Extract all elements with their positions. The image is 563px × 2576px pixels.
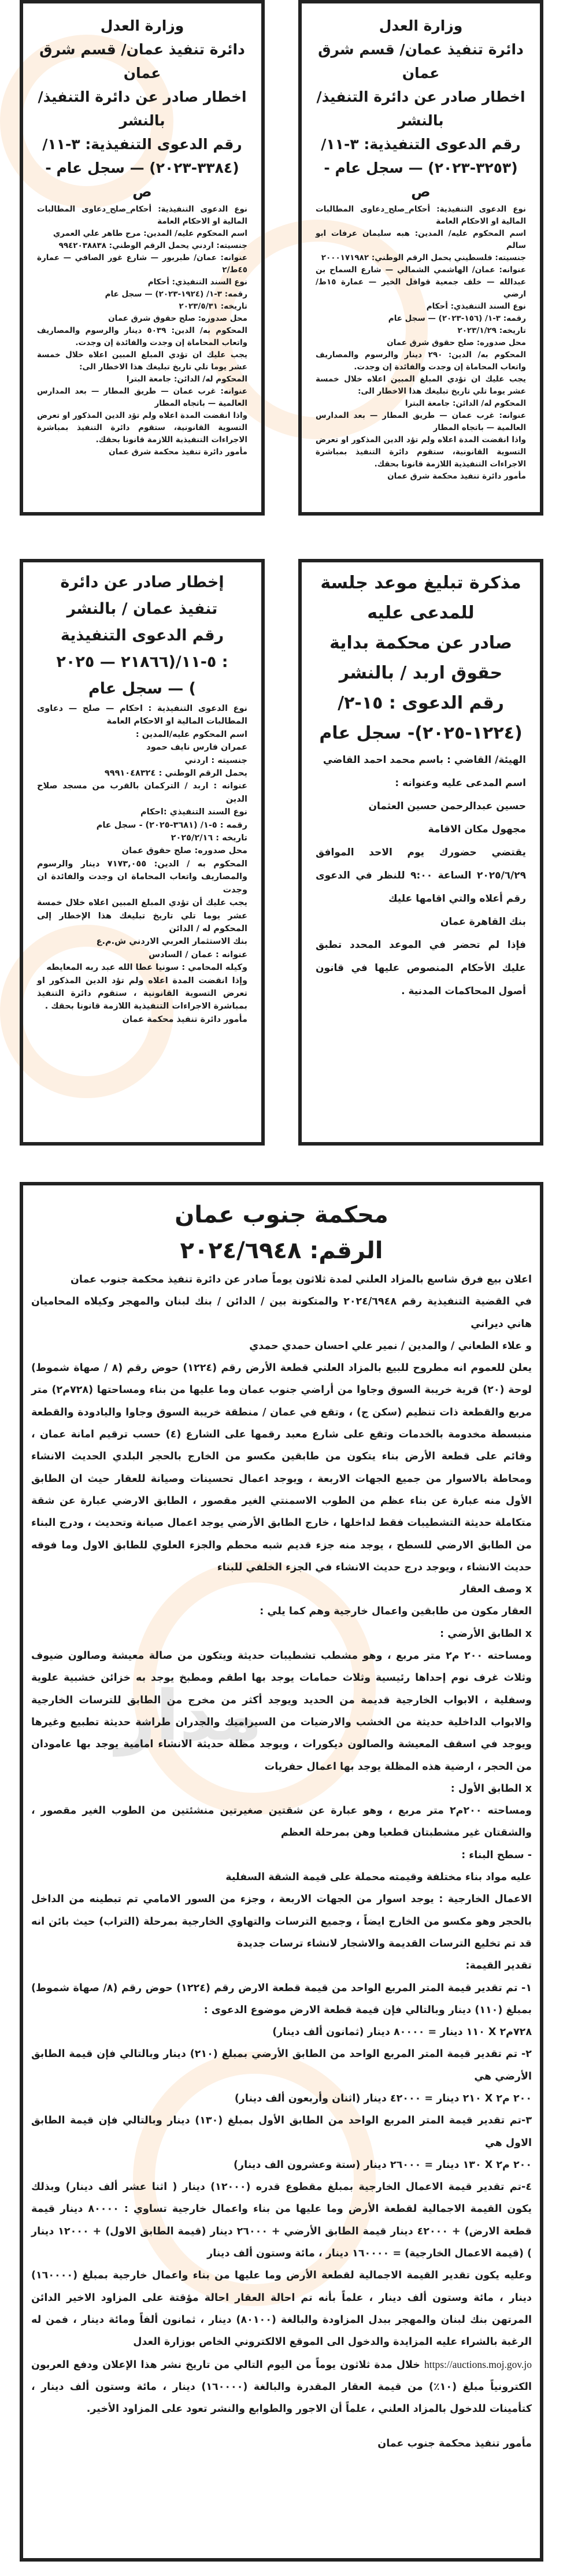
body-line: وإذا انقضت المدة اعلاه ولم تؤد الدين المذكور او تعرض التسوية القانونية ، ستقوم دائرة التنفيذ بمباشرة الاجراءات التنفيذية اللازمة قانونا بحقك . (37, 976, 247, 1011)
auction-body-paragraphs (31, 1269, 532, 2353)
body-line: ٢٠٠ م٢ X ٢١٠ دينار = ٤٢٠٠٠ دينار (اثنان وأربعون ألف دينار) (234, 2092, 532, 2104)
body-line: نوع الدعوى التنفيذية: أحكام_صلح_دعاوى المطالبات المالية او الاحكام العامة (316, 205, 526, 226)
auction-notice-south-amman-court (20, 1182, 543, 2562)
signature: مأمور تنفيذ محكمة جنوب عمان (377, 2438, 532, 2450)
notice-body (31, 1269, 532, 2455)
body-line: عنوانه : عمان / السادس (149, 950, 247, 959)
body-line: اسم المدعى عليه وعنوانه : (395, 777, 526, 789)
body-line: يجب عليك ان تؤدي المبلغ المبين اعلاه خلال خمسة عشر يوما تلي تاريخ تبليغك هذا الاخطار الى: (37, 350, 247, 372)
notice-body (316, 203, 526, 483)
title-line: (٣٢٥٣-٢٠٢٣) — سجل عام - ص (324, 160, 518, 200)
notice-body (37, 203, 247, 458)
notice-body (316, 748, 526, 1003)
body-line: عليه مواد بناء مختلفة وقيمته محملة على قيمة الشقة السفلية (225, 1871, 532, 1884)
body-line: فإذا لم تحضر في الموعد المحدد تطبق عليك الأحكام المنصوص عليها في قانون أصول المحاكمات المدنية . (316, 939, 526, 997)
body-line: اسم المحكوم عليه/المدين : (135, 729, 247, 739)
body-line: جنسيته : اردني (184, 755, 247, 765)
watermark-logo-text: مدار (116, 1676, 262, 1756)
body-line: اعلان بيع فرق شاسع بالمزاد العلني لمدة ثلاثون يوماً صادر عن دائرة تنفيذ محكمة جنوب عمان (71, 1274, 532, 1285)
body-line: محل صدوره: صلح حقوق شرق عمان (387, 338, 526, 347)
body-line: وعليه يكون تقدير القيمة الاجمالية لقطعة الأرض وما عليها من بناء واعمال خارجية بمبلغ (١٦٠٠٠٠) دينار ، مائة وستون ألف دينار ، علماً بأنه تم احالة العقار احالة مؤقتة على المزاود الاخير الدائن المرتهن بنك لبنان والمهجر ببدل المزاودة والبالغة (٨٠١٠٠) دينار ، ثمانون ألفاً ومائة دينار ، فمن له الرغبة بالشراء عليه المزايدة والدخول الى الموقع الالكتروني الخاص بوزارة العدل (31, 2270, 532, 2348)
body-line: مأمور دائرة تنفيذ محكمة عمان (122, 1014, 247, 1024)
notice-body (37, 702, 247, 1026)
body-line: المحكوم له/ الدائن: جامعة البترا (126, 375, 247, 384)
body-line: في القضية التنفيذية رقم ٢٠٢٤/٦٩٤٨ والمتكونة بين / الدائن / بنك لبنان والمهجر وكيلاه المحاميان هاني ديراني (31, 1296, 532, 1330)
body-line: رقمه: ٣-١/ (١٥٦-٢٠٢٣) — سجل عام (388, 314, 526, 323)
body-line: اسم المحكوم عليه/ المدين: مرح طاهر علي العمري (53, 229, 247, 238)
title-line: (١٢٢٤-٢٠٢٥)- سجل عام (319, 723, 523, 743)
body-line: يقتضي حضورك يوم الاحد الموافق ٢٠٢٥/٦/٢٩ الساعة ٩:٠٠ للنظر في الدعوى رقم أعلاه والتي اقامها عليك (316, 847, 526, 905)
execution-notice-east-amman-3253 (298, 0, 543, 516)
title-line: صادر عن محكمة بداية (329, 633, 513, 653)
body-line: ٢- تم تقدير قيمة المتر المربع الواحد من الطابق الأرضي بمبلغ (٢١٠) دينار وبالتالي فإن قيمة الطابق الأرضي هي (31, 2048, 532, 2082)
auction-website-paragraph (31, 2353, 532, 2421)
body-line: المحكوم به / الدين: ٧١٧٣,٠٥٥ دينار والرسوم والمصاريف واتعاب المحاماة ان وجدت والفائدة ان وجدت (37, 859, 248, 895)
title-line: رقم الدعوى : ١٥-٢/ (338, 693, 504, 713)
body-line: المحكوم به/ الدين: ٥٠٣٩ دينار والرسوم والمصاريف واتعاب المحاماة إن وجدت والفائدة إن وجدت. (37, 326, 247, 347)
body-line: تقدير القيمة: (465, 1960, 532, 1972)
title-line: تنفيذ عمان / بالنشر (66, 600, 218, 618)
body-line: تاريخه: ٢٠٢٣/٥/٣١ (179, 302, 247, 311)
auction-terms-text: خلال مدة ثلاثون يوماً من اليوم التالي من تاريخ نشر هذا الإعلان ودفع العربون الكترونياً مبلغ (١٠٪) من قيمة العقار المقدرة والبالغة (١٦٠٠٠٠) دينار ، مائة وستون ألف دينار ، كتأمينات للدخول بالمزاد العلني ، علماً أن الاجور والطوابع والنشر تعود على المزاود الأخير. (31, 2359, 532, 2415)
body-line: عنوانه : اربد / التركمان بالقرب من مسجد صلاح الدين (37, 781, 247, 804)
body-line: ٣-تم تقدير قيمة المتر المربع الواحد من الطابق الأول بمبلغ (١٣٠) دينار وبالتالي فإن قيمة الطابق الاول هي (31, 2115, 532, 2149)
body-line: رقمه: ٣-١/ (١٩٢٤-٢٠٢٣) — سجل عام (105, 290, 247, 299)
body-line: بنك القاهرة عمان (440, 916, 526, 928)
body-line: عنوانه: غرب عمان — طريق المطار — بعد المدارس العالمية — باتجاه المطار (316, 411, 526, 432)
notice-title (316, 568, 526, 748)
body-line: x وصف العقار (460, 1584, 532, 1596)
body-line: يجب عليك ان تؤدي المبلغ المبين اعلاه خلال خمسة عشر يوما تلي تاريخ تبليغك هذا الاخطار الى: (316, 375, 526, 396)
title-line: رقم الدعوى التنفيذية: ٣-١١/ (321, 136, 521, 153)
body-line: بنك الاستثمار العربي الاردني ش.م.ع (96, 937, 247, 947)
title-line: حقوق اربد / بالنشر (339, 663, 503, 683)
title-line: وزارة العدل (379, 17, 463, 34)
title-line: (٣٣٨٤-٢٠٢٣) — سجل عام - ص (45, 160, 239, 200)
body-line: عنوانه: عمان/ طبربور — شارع غور الصافي — عمارة ٤٥ط/٢ (37, 253, 247, 275)
body-line: x الطابق الأول : (450, 1782, 532, 1795)
body-line: يحمل الرقم الوطني : ٩٩٩١٠٤٨٣٢٤ (104, 769, 247, 779)
body-line: جنسيته: فلسطيني يحمل الرقم الوطني: ٢٠٠٠١٧١٩٨٢ (321, 253, 526, 262)
title-line: وزارة العدل (100, 17, 184, 34)
title-line: الرقم: ٢٠٢٤/٦٩٤٨ (180, 1237, 383, 1264)
body-line: ٧٢٨م٢ X ١١٠ دينار = ٨٠٠٠٠ دينار (ثمانون ألف دينار) (272, 2026, 532, 2038)
title-line: اخطار صادر عن دائرة التنفيذ/ (316, 88, 525, 105)
body-line: - سطح البناء : (461, 1849, 532, 1861)
body-line: مأمور دائرة تنفيذ محكمة شرق عمان (387, 472, 526, 481)
body-line: ٢٠٠ م٢ X ١٣٠ دينار = ٢٦٠٠٠ دينار (ستة وعشرون الف دينار) (234, 2159, 532, 2171)
title-line: : ٥-١١/(٢١٨٦٦ — ٢٠٢٥ (56, 653, 228, 671)
title-line: ) — سجل عام (88, 680, 197, 698)
body-line: محل صدوره: صلح حقوق عمان (121, 846, 247, 856)
body-line: محل صدوره: صلح حقوق شرق عمان (108, 314, 247, 323)
title-line: اخطار صادر عن دائرة التنفيذ/ (38, 88, 247, 105)
title-line: بالنشر (119, 112, 165, 129)
title-line: مذكرة تبليغ موعد جلسة (320, 573, 521, 593)
body-line: تاريخه: ٢٠٢٣/١/٢٩ (457, 326, 526, 335)
body-line: وكيله المحامي : سونيا عطا الله عبد ربه المعايطه (46, 963, 247, 973)
title-line: للمدعى عليه (367, 603, 475, 623)
hearing-summons-irbid-notice (298, 559, 543, 1146)
body-line: ٤-تم تقدير قيمة الاعمال الخارجية بمبلغ مقطوع قدره (١٢٠٠٠) دينار ( اثنا عشر ألف دينار) وبذلك يكون القيمة الاجمالية لقطعة الأرض وما عليها من بناء واعمال خارجية تساوي : ٨٠٠٠٠ دينار قيمة قطعة الارض) + ٤٢٠٠٠ دينار قيمة الطابق الأرضي + ٢٦٠٠٠ دينار (قيمة الطابق الاول) + ١٢٠٠٠ دينار ) (قيمة الاعمال الخارجية) = ١٦٠٠٠٠ دينار ، مائة وستون ألف دينار (31, 2181, 532, 2260)
body-line: عمران فارس نايف حمود (146, 743, 247, 753)
body-line: حسين عبدالرحمن حسين العثمان (368, 800, 526, 812)
notice-title (316, 14, 526, 203)
body-line: العقار مكون من طابقين واعمال خارجية وهم كما يلي : (260, 1606, 532, 1618)
title-line: محكمة جنوب عمان (175, 1202, 388, 1228)
title-line: إخطار صادر عن دائرة (60, 573, 224, 591)
body-line: نوع الدعوى التنفيذية : احكام — صلح — دعاوى المطالبات المالية او الاحكام العامة (37, 704, 247, 727)
body-line: مأمور دائرة تنفيذ محكمة شرق عمان (109, 447, 247, 457)
title-line: دائرة تنفيذ عمان/ قسم شرق عمان (318, 41, 524, 81)
notice-title (31, 1197, 532, 1269)
execution-notice-east-amman-3384 (20, 0, 265, 516)
body-line: ١- تم تقدير قيمة المتر المربع الواحد من قيمة قطعة الارض رقم (١٢٢٤) حوض رقم (٨/ صهاة شموط) بمبلغ (١١٠) دينار وبالتالي فإن قيمة قطعة الارض موضوع الدعوى : (31, 1982, 532, 2016)
body-line: تاريخه : ٢٠٢٥/٢/١٦ (171, 833, 247, 843)
body-line: ومساحته ٢٠٠ م٢ متر مربع ، وهو مشطب تشطيبات حديثة ويتكون من صالة معيشة وصالون ضيوف وثلاث غرف نوم إحداها رئيسية وثلاث حمامات يوجد بها اطقم ومطبخ يوجد به خزائن خشبية علوية وسفلية ، الابواب الخارجية قديمة من الحديد ويوجد أكثر من مخرج من الطابق للترسات الخارجية والابواب الداخلية حديثة من الخشب والارضيات من السيراميك والجدران طراشة حديثة تطبيع وغيرها ويوجد في اسقف المعيشة والصالون ديكورات ، ويوجد مظلة حديثة الانشاء امامية يوجد بها عامودان من الحجر ، ارضية هذه المظلة يوجد بها اعمال حفريات (31, 1650, 532, 1773)
body-line: مجهول مكان الاقامة (428, 824, 526, 835)
body-line: واذا انقضت المدة اعلاه ولم تؤد الدين المذكور او تعرض التسوية القانونية، ستقوم دائرة التنفيذ بمباشرة الاجراءات التنفيذية اللازمة قانونا بحقك. (316, 435, 526, 469)
body-line: اسم المحكوم عليه/ المدين: هبه سليمان عرفات ابو سالم (316, 229, 526, 250)
auction-website-link[interactable]: https://auctions.moj.gov.jo (424, 2358, 532, 2370)
body-line: عنوانه: عمان/ الهاشمي الشمالي — شارع السماح بن عبدالله — خلف جمعية قوافل الخير — عمارة ١٥ط/ ارضي (316, 265, 526, 299)
body-line: نوع الدعوى التنفيذية: أحكام_صلح_دعاوى المطالبات المالية او الاحكام العامة (37, 205, 247, 226)
title-line: رقم الدعوى التنفيذية: ٣-١١/ (42, 136, 242, 153)
body-line: عنوانه: غرب عمان — طريق المطار — بعد المدارس العالمية — باتجاه المطار (37, 387, 247, 408)
body-line: نوع السند التنفيذي :احكام (140, 807, 247, 817)
body-line: المحكوم به/ الدين: ٢٩٠ دينار والرسوم والمصاريف واتعاب المحاماة إن وجدت والفائدة إن وجدت. (316, 350, 526, 372)
title-line: بالنشر (398, 112, 444, 129)
body-line: x الطابق الأرضي : (440, 1628, 532, 1640)
body-line: الهيئة/ القاضي : باسم محمد احمد القاضي (323, 754, 526, 766)
body-line: ومساحته ٢٠٠م٢ متر مربع ، وهو عبارة عن شقتين صغيرتين منشئتين من الطوب الغير مقصور ، والشقتان غير مشطبتان قطعيا وهن بمرحلة العظم (31, 1805, 532, 1839)
notice-title (37, 14, 247, 203)
body-line: جنسيته: اردني يحمل الرقم الوطني: ٩٩٤٢٠٣٨٨٣٨ (58, 241, 247, 250)
execution-notice-amman-21866 (20, 559, 265, 1146)
body-line: يعلن للعموم انه مطروح للبيع بالمزاد العلني قطعة الأرض رقم (١٢٢٤) حوض رقم (٨ / صهاة شموط) لوحة (٢٠) قرية خريبة السوق وجاوا من أراضي جنوب عمان وما عليها من بناء ومساحتها (٧٢٨م٢) متر مربع والقطعة ذات تنظيم (سكن ج) ، وتقع في عمان / منطقة خريبة السوق وجاوا واليادودة والقطعة منبسطة مخدومة بالخدمات وتقع على شارع معبد رقمها على الشارع (٤) حسب ترقيم امانة عمان ، وقائم على قطعة الأرض بناء يتكون من طابقين مكسو من الخارج بالحجر البلدي الحديث الانشاء ومحاطة بالاسوار من جميع الجهات الاربعة ، ويوجد اعمال تحسينات وصيانة للعقار حيث ان الطابق الأول منه عبارة عن بناء عظم من الطوب الاسمنتي الغير مقصور ، الطابق الارضي عبارة عن شقة متكاملة حديثة التشطيبات فقط لداخلها ، خارج الطابق الأرضي يوجد اعمال صيانة وتحديث ، ودرج البناء من الطابق الارضي للسطح ، يوجد منه جزء قديم شبه محطم والجزء العلوي للطابق الاول وما فوقه حديث الانشاء ، ويوجد درج حديث الانشاء في الجزء الخلفي للبناء (31, 1362, 532, 1573)
body-line: و علاء الطعاني / والمدين / نمير علي احسان حمدي حمدي (249, 1340, 532, 1352)
body-line: نوع السند التنفيذي: أحكام (147, 277, 247, 287)
body-line: الاعمال الخارجية : يوجد اسوار من الجهات الاربعة ، وجزء من السور الامامي تم تبطينه من الداخل بالحجر وهو مكسو من الخارج ايضاً ، وجميع الترسات والتهاوي الخارجية بمرحلة (التراب) حيث بائن انه قد تم تخليع الترسات القديمة والاشجار لانشاء ترسات جديدة (31, 1893, 532, 1949)
title-line: دائرة تنفيذ عمان/ قسم شرق عمان (39, 41, 245, 81)
body-line: واذا انقضت المدة اعلاه ولم تؤد الدين المذكور او تعرض التسوية القانونية، ستقوم دائرة التنفيذ بمباشرة الاجراءات التنفيذية اللازمة قانونا بحقك. (37, 411, 247, 444)
body-line: يجب عليك أن تؤدي المبلغ المبين اعلاه خلال خمسة عشر يوما تلي تاريخ تبليغك هذا الإخطار إلى المحكوم له / الدائن (37, 898, 247, 933)
body-line: المحكوم له/ الدائن: جامعة البترا (405, 399, 526, 408)
body-line: رقمه : ٥-١/ (٣٦٨١-٢٠٢٥) - سجل عام (96, 820, 247, 830)
title-line: رقم الدعوى التنفيذية (60, 627, 224, 644)
body-line: نوع السند التنفيذي: أحكام (426, 302, 526, 311)
notice-title (37, 569, 247, 702)
